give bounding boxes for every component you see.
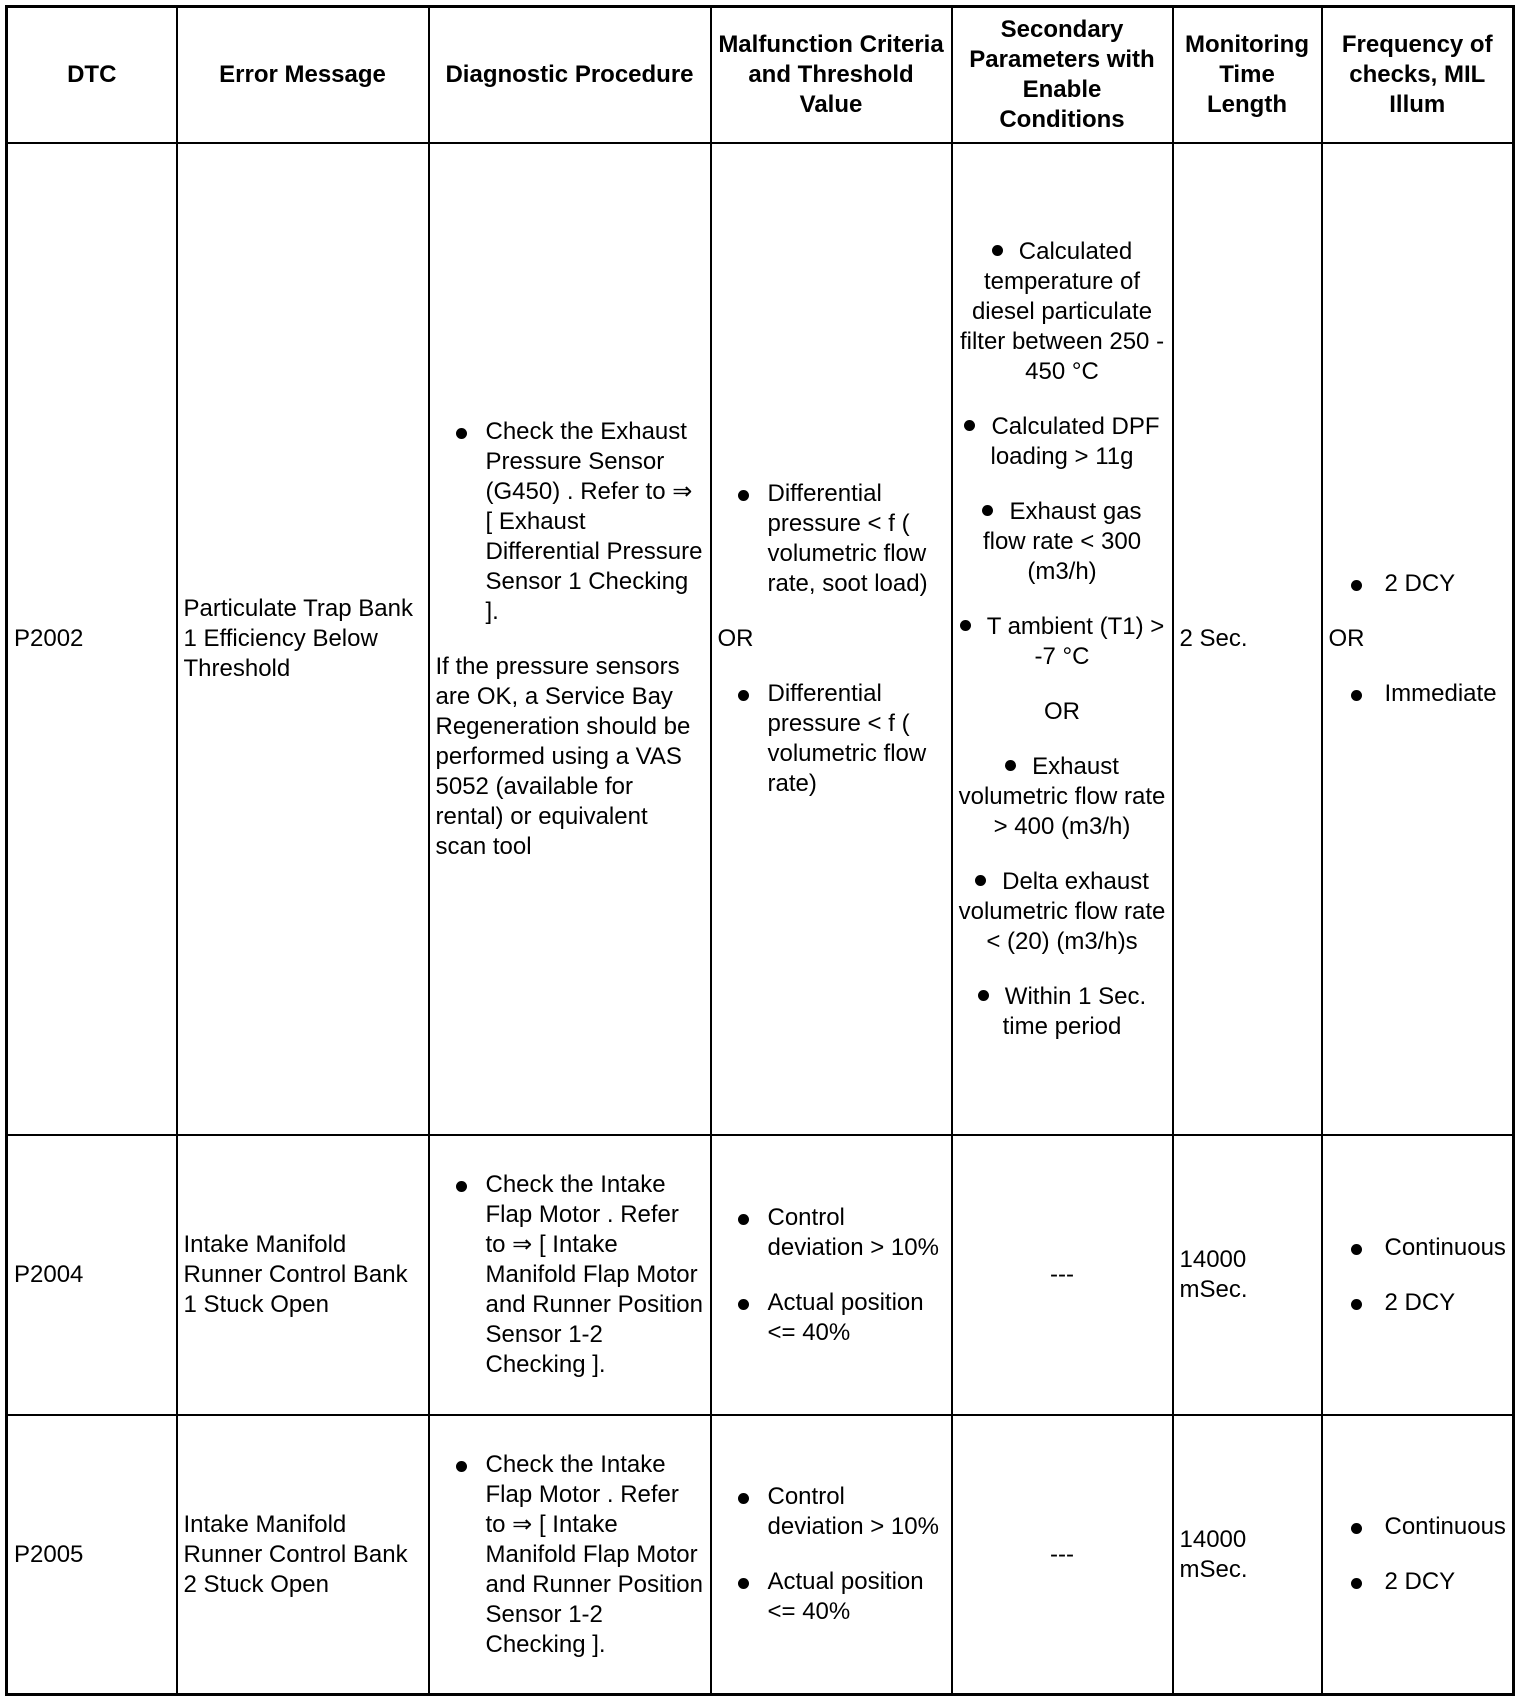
secondary-list	[959, 752, 1166, 1042]
procedure-step: Check the Intake Flap Motor . Refer to ⇒ [ Intake Manifold Flap Motor and Runner Position Sensor 1-2 Checking ].	[436, 1450, 704, 1660]
criteria-item: Control deviation > 10%	[718, 1482, 945, 1542]
header-frequency: Frequency of checks, MIL Illum	[1322, 7, 1514, 144]
criteria-item: Actual position <= 40%	[718, 1567, 945, 1627]
secondary-item: T ambient (T1) > -7 °C	[959, 612, 1166, 672]
diagnostic-procedure	[429, 1415, 711, 1695]
secondary-item: Exhaust volumetric flow rate > 400 (m3/h)	[958, 752, 1166, 840]
secondary-item: Calculated temperature of diesel particulate filter between 250 - 450 °C	[959, 237, 1165, 385]
dtc-code: P2005	[7, 1415, 177, 1695]
frequency	[1322, 1135, 1514, 1415]
secondary-list	[959, 237, 1166, 672]
bullet-icon	[960, 620, 971, 631]
error-message: Intake Manifold Runner Control Bank 1 Stuck Open	[177, 1135, 429, 1415]
criteria-item: Control deviation > 10%	[718, 1203, 945, 1263]
secondary-item: Exhaust gas flow rate < 300 (m3/h)	[982, 497, 1142, 585]
criteria-item: Differential pressure < f ( volumetric flow rate, soot load)	[718, 479, 945, 599]
header-secondary-parameters: Secondary Parameters with Enable Conditions	[952, 7, 1173, 144]
frequency-item: 2 DCY	[1329, 569, 1507, 599]
monitoring-time: 14000 mSec.	[1173, 1135, 1322, 1415]
malfunction-criteria	[711, 143, 952, 1135]
header-error-message: Error Message	[177, 7, 429, 144]
frequency-item: Continuous	[1329, 1233, 1507, 1263]
frequency-item: Continuous	[1329, 1512, 1507, 1542]
header-monitoring-time: Monitoring Time Length	[1173, 7, 1322, 144]
error-message: Particulate Trap Bank 1 Efficiency Below Threshold	[177, 143, 429, 1135]
procedure-note: If the pressure sensors are OK, a Service Bay Regeneration should be performed using a VAS 5052 (available for rental) or equivalent scan tool	[435, 652, 691, 860]
table-row	[7, 143, 1514, 1135]
table-row	[7, 1415, 1514, 1695]
frequency-item: 2 DCY	[1329, 1567, 1507, 1597]
dtc-code: P2004	[7, 1135, 177, 1415]
frequency-item: Immediate	[1329, 679, 1507, 709]
bullet-icon	[982, 505, 993, 516]
bullet-icon	[964, 420, 975, 431]
header-dtc: DTC	[7, 7, 177, 144]
header-row	[7, 7, 1514, 144]
monitoring-time: 14000 mSec.	[1173, 1415, 1322, 1695]
criteria-item: Actual position <= 40%	[718, 1288, 945, 1348]
malfunction-criteria	[711, 1135, 952, 1415]
or-label: OR	[1328, 625, 1365, 652]
bullet-icon	[978, 990, 989, 1001]
criteria-item: Differential pressure < f ( volumetric flow rate)	[718, 679, 945, 799]
secondary-parameters: ---	[952, 1135, 1173, 1415]
dtc-code: P2002	[7, 143, 177, 1135]
or-label: OR	[717, 625, 754, 652]
diagnostic-procedure	[429, 143, 711, 1135]
bullet-icon	[975, 875, 986, 886]
frequency-item: 2 DCY	[1329, 1288, 1507, 1318]
procedure-step: Check the Exhaust Pressure Sensor (G450) . Refer to ⇒ [ Exhaust Differential Pressure Sensor 1 Checking ].	[436, 417, 704, 627]
frequency	[1322, 143, 1514, 1135]
header-diagnostic-procedure: Diagnostic Procedure	[429, 7, 711, 144]
dtc-table	[5, 5, 1515, 1696]
or-label: OR	[1044, 697, 1080, 725]
secondary-parameters	[952, 143, 1173, 1135]
monitoring-time: 2 Sec.	[1173, 143, 1322, 1135]
secondary-parameters: ---	[952, 1415, 1173, 1695]
procedure-list	[436, 417, 704, 627]
secondary-item: Delta exhaust volumetric flow rate < (20) (m3/h)s	[958, 867, 1166, 955]
secondary-item: Calculated DPF loading > 11g	[959, 412, 1166, 472]
secondary-item: Within 1 Sec. time period	[959, 982, 1166, 1042]
diagnostic-procedure	[429, 1135, 711, 1415]
malfunction-criteria	[711, 1415, 952, 1695]
table-row	[7, 1135, 1514, 1415]
procedure-step: Check the Intake Flap Motor . Refer to ⇒ [ Intake Manifold Flap Motor and Runner Position Sensor 1-2 Checking ].	[436, 1170, 704, 1380]
error-message: Intake Manifold Runner Control Bank 2 Stuck Open	[177, 1415, 429, 1695]
frequency	[1322, 1415, 1514, 1695]
bullet-icon	[1005, 760, 1016, 771]
header-malfunction-criteria: Malfunction Criteria and Threshold Value	[711, 7, 952, 144]
bullet-icon	[992, 245, 1003, 256]
